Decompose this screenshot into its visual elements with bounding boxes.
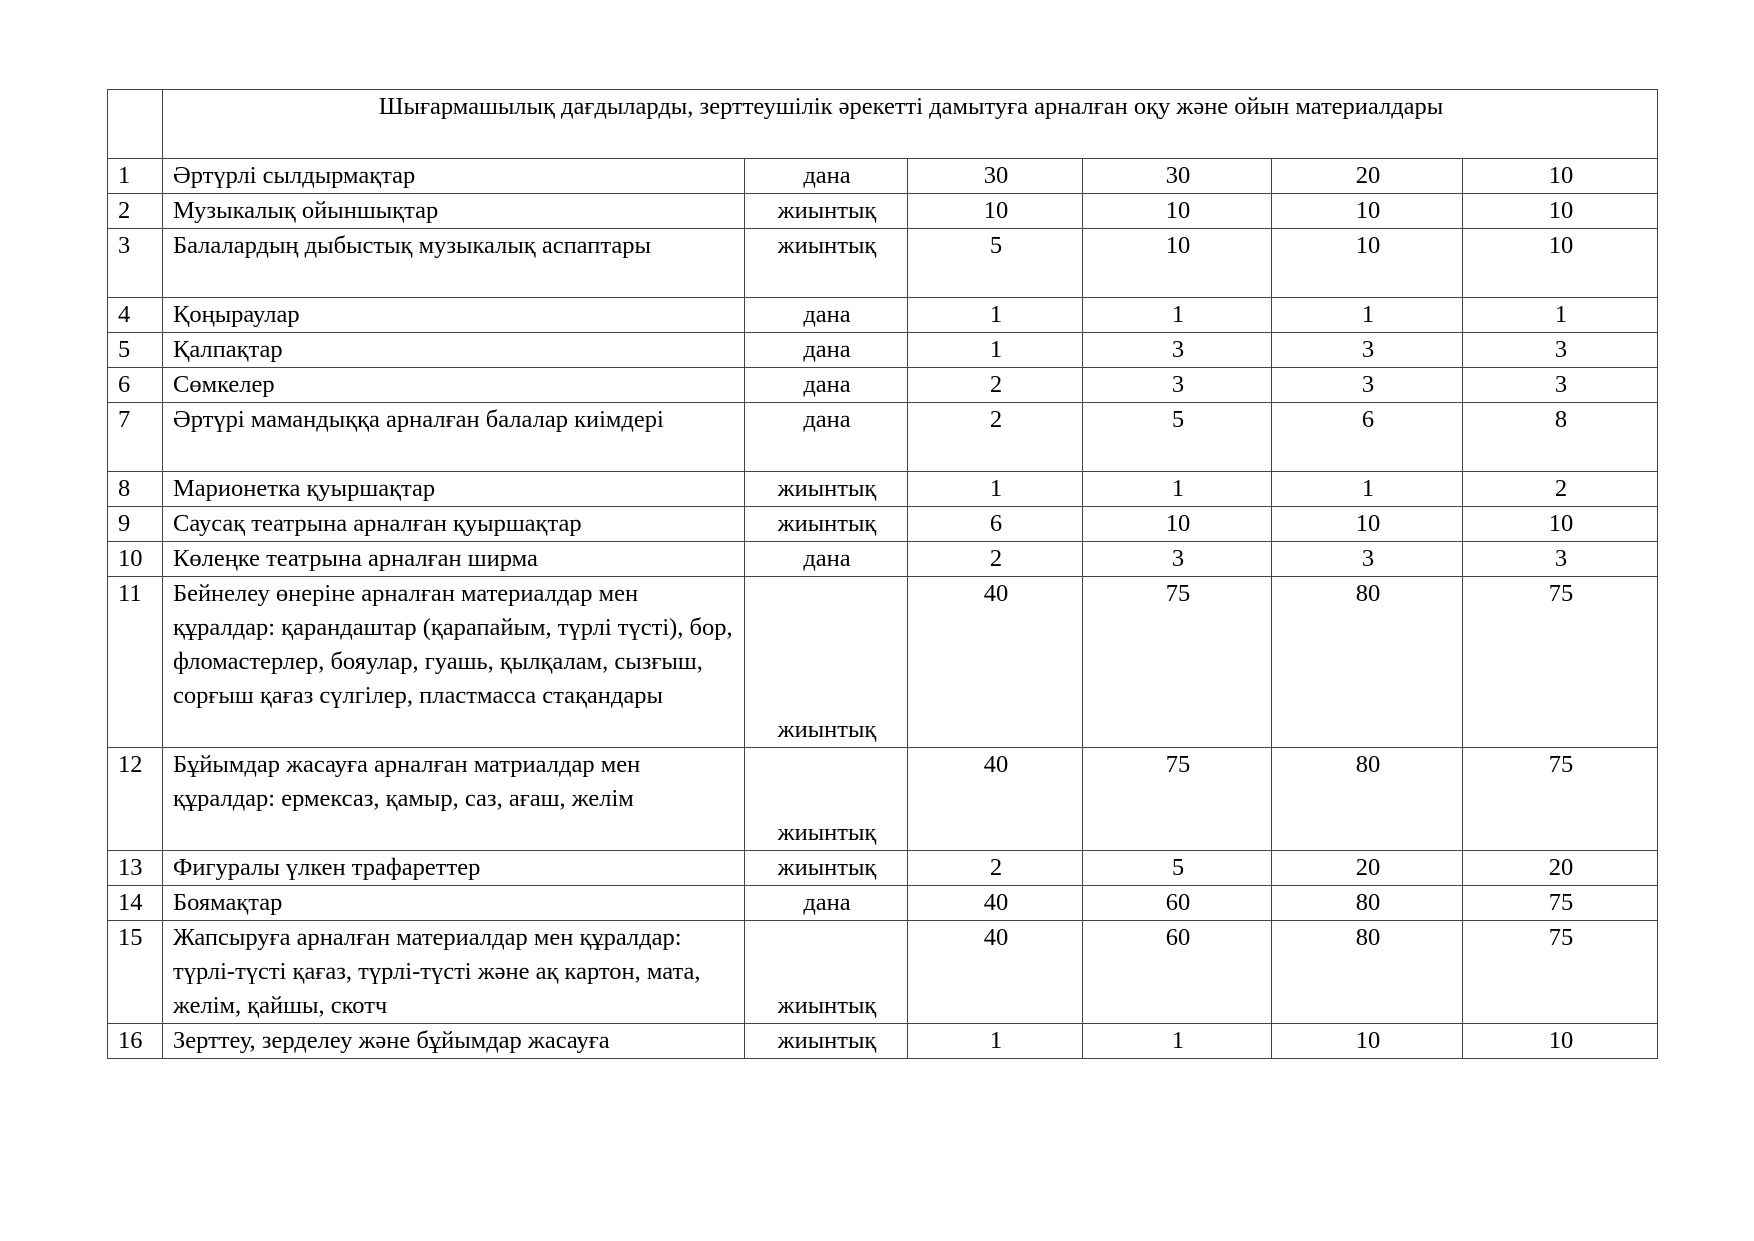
value-col-1: 40 xyxy=(908,886,1083,921)
table-row xyxy=(108,748,1658,851)
value-col-4: 1 xyxy=(1463,298,1658,333)
value-col-1: 2 xyxy=(908,542,1083,577)
item-name: Балалардың дыбыстық музыкалық аспаптары xyxy=(163,229,745,298)
item-name: Әртүрі мамандыққа арналған балалар киімдері xyxy=(163,403,745,472)
row-number: 4 xyxy=(108,298,163,333)
value-col-2: 10 xyxy=(1083,507,1272,542)
value-col-2: 5 xyxy=(1083,851,1272,886)
item-name: Бұйымдар жасауға арналған матриалдар мен құралдар: ермексаз, қамыр, саз, ағаш, желім xyxy=(163,748,745,851)
value-col-4: 75 xyxy=(1463,748,1658,851)
table-row xyxy=(108,298,1658,333)
item-name: Жапсыруға арналған материалдар мен құралдар: түрлі-түсті қағаз, түрлі-түсті және ақ картон, мата, желім, қайшы, скотч xyxy=(163,921,745,1024)
item-unit: жиынтық xyxy=(745,507,908,542)
value-col-1: 6 xyxy=(908,507,1083,542)
value-col-3: 3 xyxy=(1272,333,1463,368)
value-col-3: 1 xyxy=(1272,298,1463,333)
value-col-3: 20 xyxy=(1272,851,1463,886)
value-col-4: 10 xyxy=(1463,229,1658,298)
table-row xyxy=(108,229,1658,298)
value-col-4: 10 xyxy=(1463,1024,1658,1059)
value-col-2: 30 xyxy=(1083,159,1272,194)
item-unit: жиынтық xyxy=(745,851,908,886)
value-col-3: 10 xyxy=(1272,229,1463,298)
item-unit: дана xyxy=(745,542,908,577)
item-name: Фигуралы үлкен трафареттер xyxy=(163,851,745,886)
value-col-1: 1 xyxy=(908,472,1083,507)
value-col-2: 75 xyxy=(1083,577,1272,748)
row-number: 14 xyxy=(108,886,163,921)
row-number: 5 xyxy=(108,333,163,368)
value-col-2: 3 xyxy=(1083,368,1272,403)
value-col-3: 80 xyxy=(1272,577,1463,748)
table-header-row xyxy=(108,90,1658,159)
value-col-2: 60 xyxy=(1083,921,1272,1024)
value-col-3: 80 xyxy=(1272,748,1463,851)
value-col-4: 3 xyxy=(1463,333,1658,368)
table-row xyxy=(108,159,1658,194)
table-row xyxy=(108,886,1658,921)
table-row xyxy=(108,921,1658,1024)
value-col-4: 20 xyxy=(1463,851,1658,886)
value-col-1: 1 xyxy=(908,333,1083,368)
value-col-4: 75 xyxy=(1463,577,1658,748)
value-col-2: 1 xyxy=(1083,298,1272,333)
table-row xyxy=(108,577,1658,748)
value-col-2: 10 xyxy=(1083,229,1272,298)
item-unit: дана xyxy=(745,886,908,921)
value-col-1: 40 xyxy=(908,748,1083,851)
value-col-3: 1 xyxy=(1272,472,1463,507)
value-col-2: 75 xyxy=(1083,748,1272,851)
row-number: 9 xyxy=(108,507,163,542)
value-col-3: 3 xyxy=(1272,368,1463,403)
value-col-4: 10 xyxy=(1463,194,1658,229)
value-col-1: 10 xyxy=(908,194,1083,229)
item-name: Бейнелеу өнеріне арналған материалдар мен құралдар: қарандаштар (қарапайым, түрлі түсті), бор, фломастерлер, бояулар, гуашь, қылқалам, сызғыш, сорғыш қағаз сүлгілер, пластмасса стақандары xyxy=(163,577,745,748)
table-row xyxy=(108,194,1658,229)
row-number: 7 xyxy=(108,403,163,472)
value-col-1: 1 xyxy=(908,1024,1083,1059)
item-name: Қалпақтар xyxy=(163,333,745,368)
value-col-4: 3 xyxy=(1463,368,1658,403)
item-unit: дана xyxy=(745,159,908,194)
row-number: 2 xyxy=(108,194,163,229)
value-col-1: 2 xyxy=(908,851,1083,886)
value-col-1: 1 xyxy=(908,298,1083,333)
value-col-2: 3 xyxy=(1083,333,1272,368)
value-col-2: 1 xyxy=(1083,472,1272,507)
value-col-2: 1 xyxy=(1083,1024,1272,1059)
value-col-1: 5 xyxy=(908,229,1083,298)
value-col-4: 2 xyxy=(1463,472,1658,507)
row-number: 11 xyxy=(108,577,163,748)
row-number: 15 xyxy=(108,921,163,1024)
value-col-4: 8 xyxy=(1463,403,1658,472)
value-col-1: 2 xyxy=(908,403,1083,472)
item-unit: жиынтық xyxy=(745,1024,908,1059)
item-name: Марионетка қуыршақтар xyxy=(163,472,745,507)
table-row xyxy=(108,1024,1658,1059)
item-unit: жиынтық xyxy=(745,921,908,1024)
item-unit: дана xyxy=(745,298,908,333)
table-row xyxy=(108,851,1658,886)
row-number: 13 xyxy=(108,851,163,886)
table-row xyxy=(108,507,1658,542)
row-number: 6 xyxy=(108,368,163,403)
item-unit: жиынтық xyxy=(745,748,908,851)
row-number: 12 xyxy=(108,748,163,851)
item-name: Музыкалық ойыншықтар xyxy=(163,194,745,229)
value-col-1: 2 xyxy=(908,368,1083,403)
value-col-3: 80 xyxy=(1272,886,1463,921)
value-col-2: 10 xyxy=(1083,194,1272,229)
table-row xyxy=(108,472,1658,507)
table-row xyxy=(108,403,1658,472)
item-unit: жиынтық xyxy=(745,194,908,229)
row-number: 16 xyxy=(108,1024,163,1059)
table-header-title: Шығармашылық дағдыларды, зерттеушілік әрекетті дамытуға арналған оқу және ойын материалдары xyxy=(163,90,1658,159)
value-col-4: 10 xyxy=(1463,507,1658,542)
header-empty-cell xyxy=(108,90,163,159)
item-name: Көлеңке театрына арналған ширма xyxy=(163,542,745,577)
value-col-4: 10 xyxy=(1463,159,1658,194)
value-col-3: 10 xyxy=(1272,507,1463,542)
value-col-3: 80 xyxy=(1272,921,1463,1024)
value-col-4: 75 xyxy=(1463,921,1658,1024)
value-col-1: 40 xyxy=(908,577,1083,748)
row-number: 1 xyxy=(108,159,163,194)
value-col-4: 3 xyxy=(1463,542,1658,577)
value-col-3: 20 xyxy=(1272,159,1463,194)
item-name: Сөмкелер xyxy=(163,368,745,403)
value-col-2: 5 xyxy=(1083,403,1272,472)
item-name: Әртүрлі сылдырмақтар xyxy=(163,159,745,194)
materials-table xyxy=(107,89,1658,1059)
item-unit: дана xyxy=(745,368,908,403)
row-number: 10 xyxy=(108,542,163,577)
row-number: 8 xyxy=(108,472,163,507)
value-col-2: 60 xyxy=(1083,886,1272,921)
value-col-2: 3 xyxy=(1083,542,1272,577)
item-unit: дана xyxy=(745,403,908,472)
value-col-3: 10 xyxy=(1272,1024,1463,1059)
value-col-1: 30 xyxy=(908,159,1083,194)
document-page xyxy=(107,89,1657,1059)
item-unit: жиынтық xyxy=(745,229,908,298)
row-number: 3 xyxy=(108,229,163,298)
value-col-1: 40 xyxy=(908,921,1083,1024)
value-col-4: 75 xyxy=(1463,886,1658,921)
value-col-3: 6 xyxy=(1272,403,1463,472)
item-unit: жиынтық xyxy=(745,472,908,507)
item-unit: жиынтық xyxy=(745,577,908,748)
value-col-3: 3 xyxy=(1272,542,1463,577)
item-unit: дана xyxy=(745,333,908,368)
table-row xyxy=(108,333,1658,368)
table-row xyxy=(108,368,1658,403)
value-col-3: 10 xyxy=(1272,194,1463,229)
item-name: Саусақ театрына арналған қуыршақтар xyxy=(163,507,745,542)
table-row xyxy=(108,542,1658,577)
item-name: Қоңыраулар xyxy=(163,298,745,333)
item-name: Боямақтар xyxy=(163,886,745,921)
item-name: Зерттеу, зерделеу және бұйымдар жасауға xyxy=(163,1024,745,1059)
